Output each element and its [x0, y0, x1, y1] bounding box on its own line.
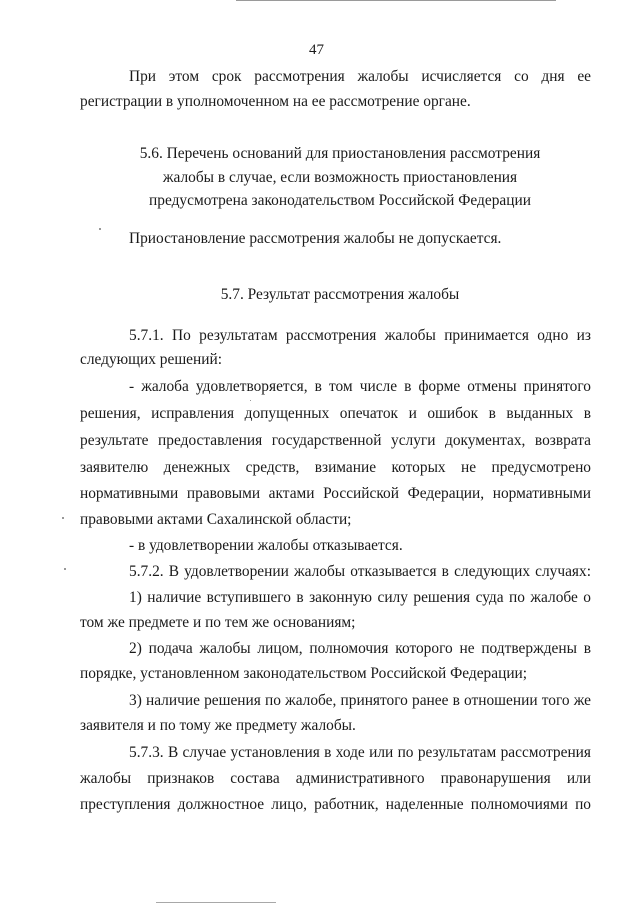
- text-line: нормативными правовыми актами Российской Федерации, нормативными: [80, 485, 591, 502]
- text-line: Приостановление рассмотрения жалобы не допускается.: [129, 230, 502, 247]
- text-line: 5.7.3. В случае установления в ходе или по результатам рассмотрения: [129, 744, 591, 761]
- scan-speck: [250, 400, 251, 401]
- text-line: 5.7.2. В удовлетворении жалобы отказывается в следующих случаях:: [129, 563, 591, 580]
- section-heading-line: жалобы в случае, если возможность приостановления: [162, 169, 518, 186]
- text-line: - в удовлетворении жалобы отказывается.: [129, 537, 403, 554]
- text-line: регистрации в уполномоченном на ее рассмотрение органе.: [80, 93, 471, 110]
- text-line: 5.7.1. По результатам рассмотрения жалобы принимается одно из: [129, 327, 591, 344]
- text-line: 1) наличие вступившего в законную силу решения суда по жалобе о: [129, 589, 591, 606]
- text-line: следующих решений:: [80, 351, 222, 368]
- section-heading-line: предусмотрена законодательством Российской Федерации: [149, 192, 531, 209]
- scan-speck: [99, 228, 101, 230]
- text-line: 2) подача жалобы лицом, полномочия которого не подтверждены в: [129, 640, 591, 657]
- section-heading-line: 5.7. Результат рассмотрения жалобы: [220, 286, 460, 303]
- text-line: результате предоставления государственной услуги документах, возврата: [80, 432, 591, 449]
- section-heading-line: 5.6. Перечень оснований для приостановления рассмотрения: [139, 145, 541, 162]
- scan-speck: [64, 568, 66, 570]
- text-line: жалобы признаков состава административного правонарушения или: [80, 770, 591, 787]
- text-line: правовыми актами Сахалинской области;: [80, 511, 352, 528]
- text-line: заявителя и по тому же предмету жалобы.: [80, 717, 356, 734]
- text-line: 3) наличие решения по жалобе, принятого ранее в отношении того же: [129, 692, 591, 709]
- scan-edge-line: [236, 0, 556, 1]
- text-line: порядке, установленном законодательством Российской Федерации;: [80, 665, 528, 682]
- text-line: преступления должностное лицо, работник, наделенные полномочиями по: [80, 796, 591, 813]
- text-line: При этом срок рассмотрения жалобы исчисляется со дня ее: [129, 68, 591, 85]
- page-number: 47: [309, 42, 324, 58]
- text-line: - жалоба удовлетворяется, в том числе в форме отмены принятого: [129, 378, 591, 395]
- scan-speck: [62, 517, 64, 519]
- text-line: заявителю денежных средств, взимание которых не предусмотрено: [80, 459, 591, 476]
- text-line: решения, исправления допущенных опечаток и ошибок в выданных в: [80, 405, 591, 422]
- scan-edge-line: [156, 902, 276, 903]
- text-line: том же предмете и по тем же основаниям;: [80, 614, 356, 631]
